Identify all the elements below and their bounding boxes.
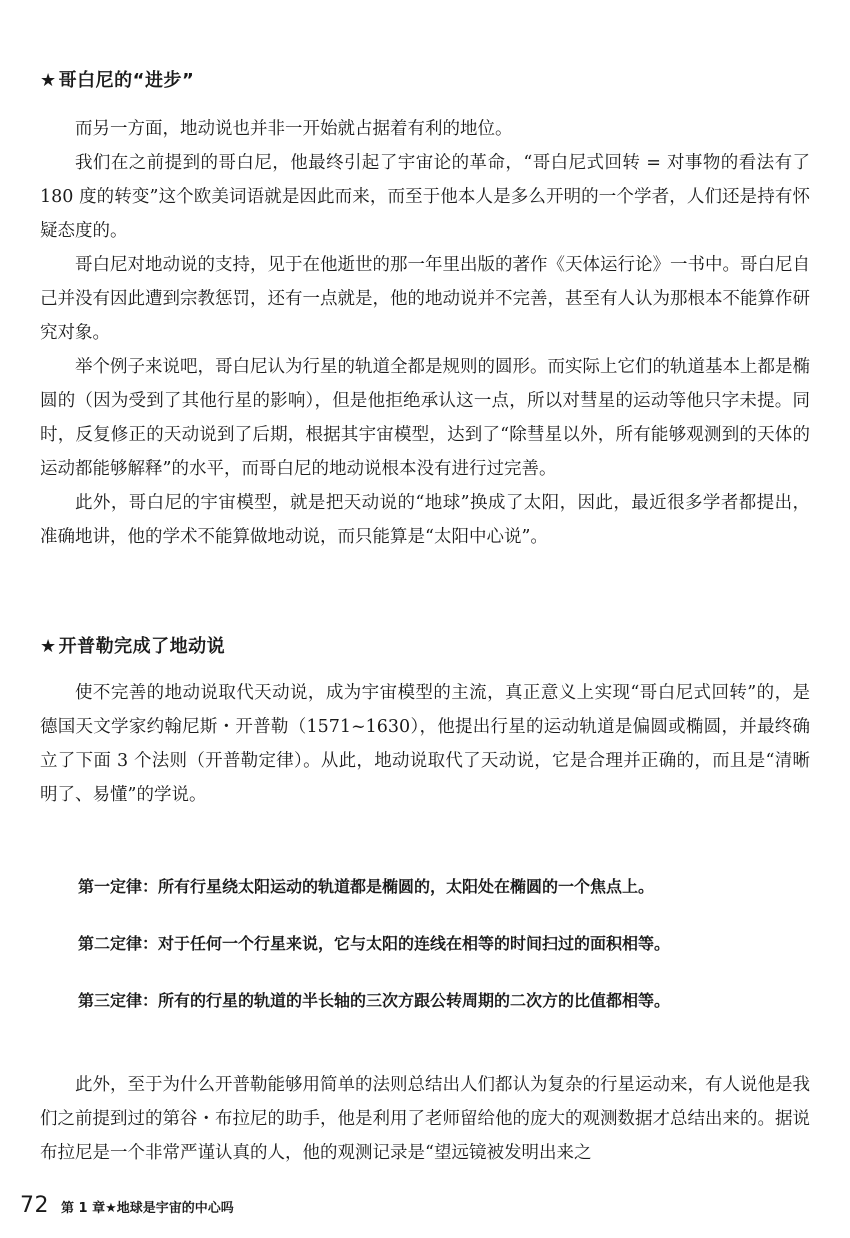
section-heading-kepler [40,632,225,658]
paragraph: 举个例子来说吧，哥白尼认为行星的轨道全都是规则的圆形。而实际上它们的轨道基本上都是椭圆的（因为受到了其他行星的影响），但是他拒绝承认这一点，所以对彗星的运动等他只字未提。同时，反复修正的天动说到了后期，根据其宇宙模型，达到了“除彗星以外，所有能够观测到的天体的运动都能够解释”的水平，而哥白尼的地动说根本没有进行过完善。 [40,357,810,479]
paragraph: 哥白尼对地动说的支持，见于在他逝世的那一年里出版的著作《天体运行论》一书中。哥白尼自己并没有因此遭到宗教惩罚，还有一点就是，他的地动说并不完善，甚至有人认为那根本不能算作研究对象。 [40,255,810,343]
paragraph: 使不完善的地动说取代天动说，成为宇宙模型的主流，真正意义上实现“哥白尼式回转”的，是德国天文学家约翰尼斯・开普勒（1571~1630），他提出行星的运动轨道是偏圆或椭圆，并最终确立了下面 3 个法则（开普勒定律）。从此，地动说取代了天动说，它是合理并正确的，而且是“清晰明了、易懂”的学说。 [40,683,810,805]
section-heading-copernicus [40,66,194,92]
kepler-laws-list [78,876,818,1047]
paragraph: 而另一方面，地动说也并非一开始就占据着有利的地位。 [75,119,513,139]
law-second: 第二定律：对于任何一个行星来说，它与太阳的连线在相等的时间扫过的面积相等。 [78,934,671,953]
section-title: 哥白尼的“进步” [58,70,195,91]
page-footer [20,1193,234,1221]
law-third: 第三定律：所有的行星的轨道的半长轴的三次方跟公转周期的二次方的比值都相等。 [78,991,671,1010]
page-number: 72 [20,1193,49,1218]
paragraph: 此外，至于为什么开普勒能够用简单的法则总结出人们都认为复杂的行星运动来，有人说他是我们之前提到过的第谷・布拉尼的助手，他是利用了老师留给他的庞大的观测数据才总结出来的。据说布拉尼是一个非常严谨认真的人，他的观测记录是“望远镜被发明出来之 [40,1075,810,1163]
section-title: 开普勒完成了地动说 [58,636,226,657]
section-body-copernicus [40,112,810,554]
paragraph: 此外，哥白尼的宇宙模型，就是把天动说的“地球”换成了太阳，因此，最近很多学者都提出，准确地讲，他的学术不能算做地动说，而只能算是“太阳中心说”。 [40,493,810,547]
star-icon: ★ [40,636,57,657]
section-body-kepler [40,676,810,812]
paragraph: 我们在之前提到的哥白尼，他最终引起了宇宙论的革命，“哥白尼式回转 = 对事物的看法有了 180 度的转变”这个欧美词语就是因此而来，而至于他本人是多么开明的一个学者，人们还是持有怀疑态度的。 [40,153,810,241]
star-icon: ★ [40,70,57,91]
law-first: 第一定律：所有行星绕太阳运动的轨道都是椭圆的，太阳处在椭圆的一个焦点上。 [78,877,655,896]
closing-body [40,1068,810,1170]
chapter-label: 第 1 章★地球是宇宙的中心吗 [61,1201,234,1216]
